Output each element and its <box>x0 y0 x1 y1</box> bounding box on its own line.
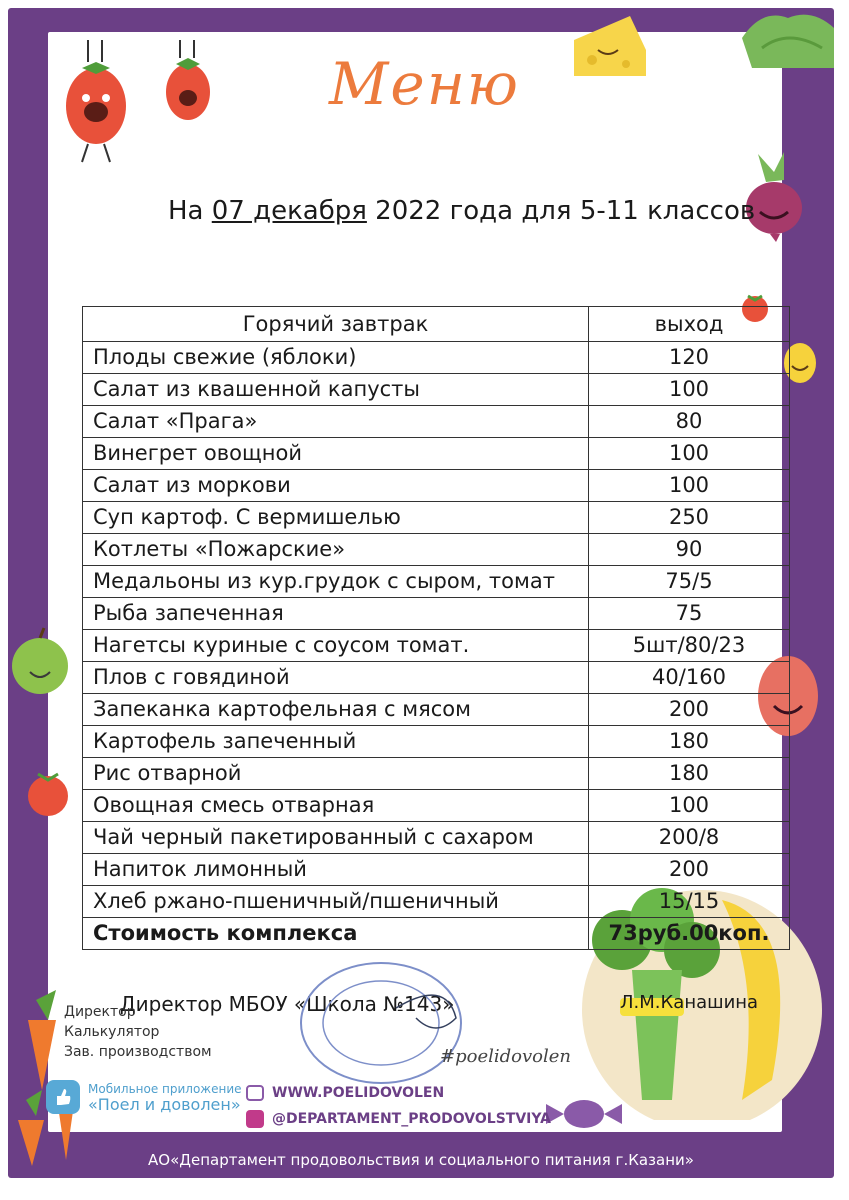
subtitle-prefix: На <box>168 196 212 226</box>
dish-name: Салат из квашенной капусты <box>83 374 589 406</box>
footer-organization: АО«Департамент продовольствия и социального питания г.Казани» <box>148 1151 694 1169</box>
dish-portion: 250 <box>589 502 790 534</box>
table-row <box>83 598 790 630</box>
dish-portion: 200 <box>589 694 790 726</box>
table-row <box>83 694 790 726</box>
table-body <box>83 342 790 950</box>
table-row <box>83 790 790 822</box>
table-row <box>83 758 790 790</box>
dish-portion: 100 <box>589 790 790 822</box>
dish-name: Рис отварной <box>83 758 589 790</box>
social-links <box>246 1080 551 1132</box>
role-director: Директор <box>64 1004 136 1020</box>
dish-portion: 40/160 <box>589 662 790 694</box>
dish-name: Нагетсы куриные с соусом томат. <box>83 630 589 662</box>
dish-portion: 80 <box>589 406 790 438</box>
table-row <box>83 470 790 502</box>
dish-portion: 200 <box>589 854 790 886</box>
table-row <box>83 630 790 662</box>
signer-name: Л.М.Канашина <box>620 992 759 1013</box>
total-row <box>83 918 790 950</box>
table-row <box>83 406 790 438</box>
role-calculator: Калькулятор <box>64 1024 160 1040</box>
mobile-app-name: «Поел и доволен» <box>88 1095 241 1114</box>
menu-subtitle <box>168 196 755 226</box>
instagram-row <box>246 1106 551 1132</box>
dish-name: Картофель запеченный <box>83 726 589 758</box>
www-icon <box>246 1085 264 1101</box>
official-stamp-icon <box>296 958 466 1088</box>
subtitle-date: 07 декабря <box>211 196 367 226</box>
dish-name: Чай черный пакетированный с сахаром <box>83 822 589 854</box>
mobile-app-block <box>46 1080 242 1114</box>
mobile-app-label: Мобильное приложение <box>88 1082 242 1096</box>
signature-roles <box>64 1002 212 1062</box>
thumbs-up-icon <box>46 1080 80 1114</box>
dish-portion: 200/8 <box>589 822 790 854</box>
role-production: Зав. производством <box>64 1044 212 1060</box>
dish-name: Хлеб ржано-пшеничный/пшеничный <box>83 886 589 918</box>
dish-portion: 180 <box>589 758 790 790</box>
dish-portion: 100 <box>589 374 790 406</box>
dish-name: Медальоны из кур.грудок с сыром, томат <box>83 566 589 598</box>
table-row <box>83 854 790 886</box>
website-row <box>246 1080 551 1106</box>
column-header-name: Горячий завтрак <box>83 307 589 342</box>
column-header-qty: выход <box>589 307 790 342</box>
dish-portion: 100 <box>589 470 790 502</box>
instagram-link[interactable]: @DEPARTAMENT_PRODOVOLSTVIYA <box>272 1111 552 1127</box>
instagram-icon <box>246 1110 264 1128</box>
dish-name: Овощная смесь отварная <box>83 790 589 822</box>
dish-name: Напиток лимонный <box>83 854 589 886</box>
table-row <box>83 822 790 854</box>
table-row <box>83 342 790 374</box>
menu-table <box>82 306 790 950</box>
dish-portion: 75/5 <box>589 566 790 598</box>
mobile-app-text <box>88 1081 242 1113</box>
dish-portion: 90 <box>589 534 790 566</box>
table-row <box>83 726 790 758</box>
total-price: 73руб.00коп. <box>589 918 790 950</box>
dish-name: Салат «Прага» <box>83 406 589 438</box>
table-row <box>83 502 790 534</box>
dish-name: Котлеты «Пожарские» <box>83 534 589 566</box>
candy-icon <box>546 1094 622 1134</box>
dish-name: Салат из моркови <box>83 470 589 502</box>
dish-name: Плов с говядиной <box>83 662 589 694</box>
dish-portion: 120 <box>589 342 790 374</box>
subtitle-suffix: 2022 года для 5-11 классов <box>366 196 756 226</box>
table-row <box>83 534 790 566</box>
tomato-left-icon <box>22 766 74 818</box>
hashtag-text: #poelidovolen <box>440 1046 571 1067</box>
table-row <box>83 438 790 470</box>
dish-portion: 15/15 <box>589 886 790 918</box>
dish-name: Суп картоф. С вермишелью <box>83 502 589 534</box>
menu-title: Меню <box>329 50 520 118</box>
dish-portion: 5шт/80/23 <box>589 630 790 662</box>
dish-name: Запеканка картофельная с мясом <box>83 694 589 726</box>
website-link[interactable]: WWW.POELIDOVOLEN <box>272 1085 445 1101</box>
table-header-row <box>83 307 790 342</box>
apple-character-icon <box>8 626 72 698</box>
dish-portion: 100 <box>589 438 790 470</box>
table-row <box>83 886 790 918</box>
total-label: Стоимость комплекса <box>83 918 589 950</box>
table-row <box>83 662 790 694</box>
dish-name: Плоды свежие (яблоки) <box>83 342 589 374</box>
dish-portion: 180 <box>589 726 790 758</box>
table-row <box>83 566 790 598</box>
dish-portion: 75 <box>589 598 790 630</box>
dish-name: Рыба запеченная <box>83 598 589 630</box>
dish-name: Винегрет овощной <box>83 438 589 470</box>
table-row <box>83 374 790 406</box>
director-signature-line: Директор МБОУ «Школа №143» <box>120 992 455 1016</box>
